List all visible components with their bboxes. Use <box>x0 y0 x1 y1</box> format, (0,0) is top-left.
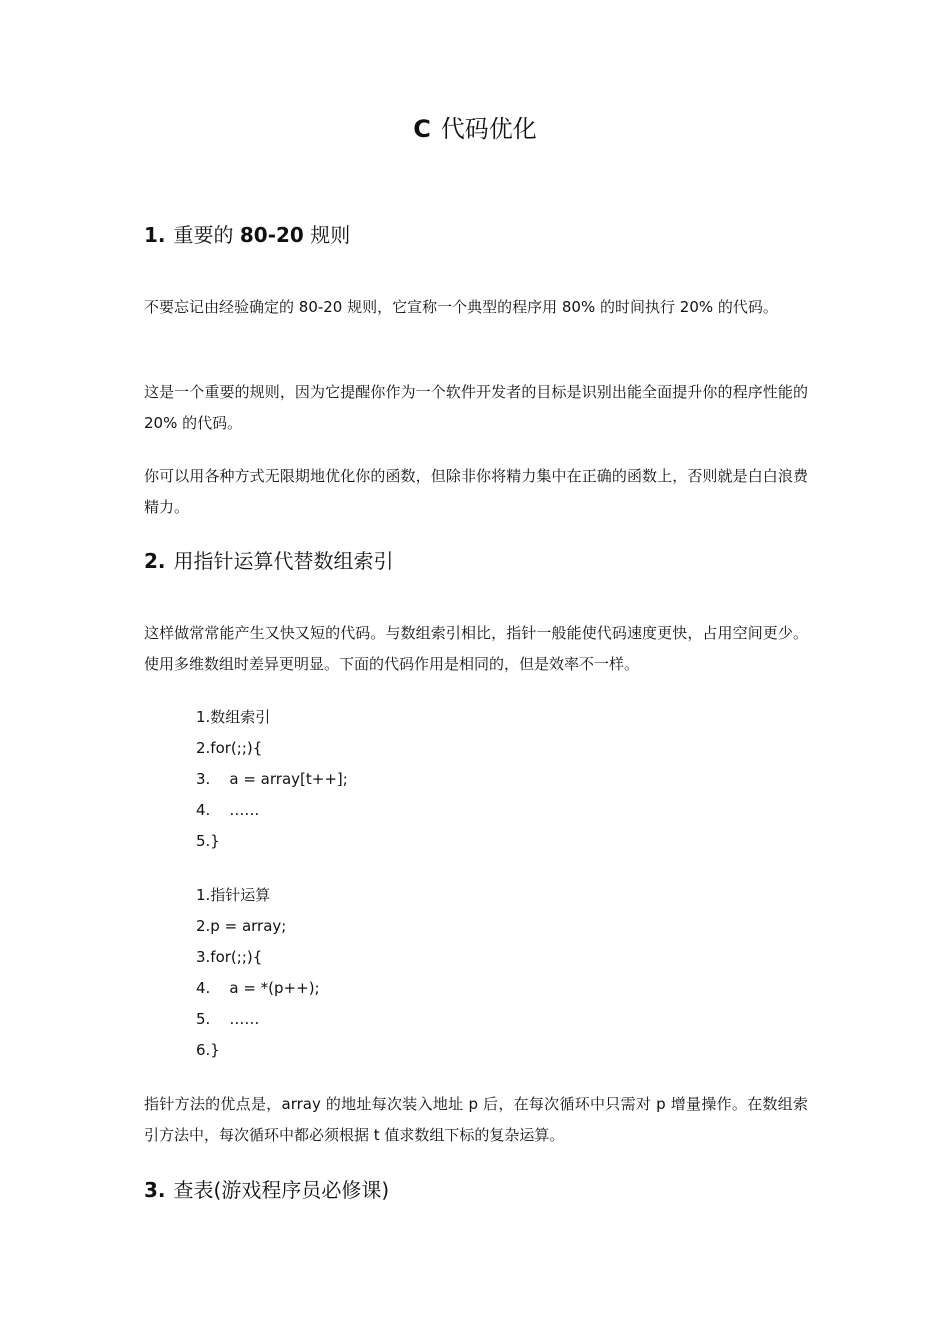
page-title <box>0 112 950 146</box>
code-line: 3.for(;;){ <box>196 948 263 966</box>
section-2-heading-text: 用指针运算代替数组索引 <box>173 549 394 573</box>
section-2-paragraph-1: 这样做常常能产生又快又短的代码。与数组索引相比，指针一般能使代码速度更快，占用空间更少。使用多维数组时差异更明显。下面的代码作用是相同的，但是效率不一样。 <box>144 624 808 673</box>
code-line: 4. …… <box>196 801 260 819</box>
section-1-paragraph-2: 这是一个重要的规则，因为它提醒你作为一个软件开发者的目标是识别出能全面提升你的程序性能的 20% 的代码。 <box>144 383 808 432</box>
section-3-heading-text: 查表(游戏程序员必修课) <box>173 1178 390 1202</box>
section-3-heading <box>144 1175 389 1205</box>
section-1-paragraph-3: 你可以用各种方式无限期地优化你的函数，但除非你将精力集中在正确的函数上，否则就是白白浪费精力。 <box>144 467 808 516</box>
code-block-array-index <box>196 702 348 857</box>
code-line: 4. a = *(p++); <box>196 979 320 997</box>
section-1-heading-pre: 重要的 <box>173 223 240 247</box>
section-2-number: 2. <box>144 549 166 573</box>
code-line: 3. a = array[t++]; <box>196 770 348 788</box>
code-line: 1.指针运算 <box>196 886 271 904</box>
section-1-number: 1. <box>144 223 166 247</box>
code-line: 6.} <box>196 1041 220 1059</box>
section-1-heading-post: 规则 <box>303 223 351 247</box>
section-1-heading-bold: 80-20 <box>239 223 304 247</box>
section-1-heading <box>144 220 350 250</box>
section-1-paragraph-1: 不要忘记由经验确定的 80-20 规则，它宣称一个典型的程序用 80% 的时间执行 20% 的代码。 <box>144 298 778 316</box>
code-line: 2.for(;;){ <box>196 739 263 757</box>
section-3-number: 3. <box>144 1178 166 1202</box>
title-c: C <box>413 115 431 143</box>
section-2-heading <box>144 546 394 576</box>
code-line: 5. …… <box>196 1010 260 1028</box>
title-text: 代码优化 <box>440 115 537 143</box>
section-2-paragraph-2: 指针方法的优点是，array 的地址每次装入地址 p 后，在每次循环中只需对 p 增量操作。在数组索引方法中，每次循环中都必须根据 t 值求数组下标的复杂运算。 <box>144 1095 808 1144</box>
code-line: 5.} <box>196 832 220 850</box>
code-line: 2.p = array; <box>196 917 287 935</box>
code-line: 1.数组索引 <box>196 708 271 726</box>
code-block-pointer <box>196 880 320 1066</box>
